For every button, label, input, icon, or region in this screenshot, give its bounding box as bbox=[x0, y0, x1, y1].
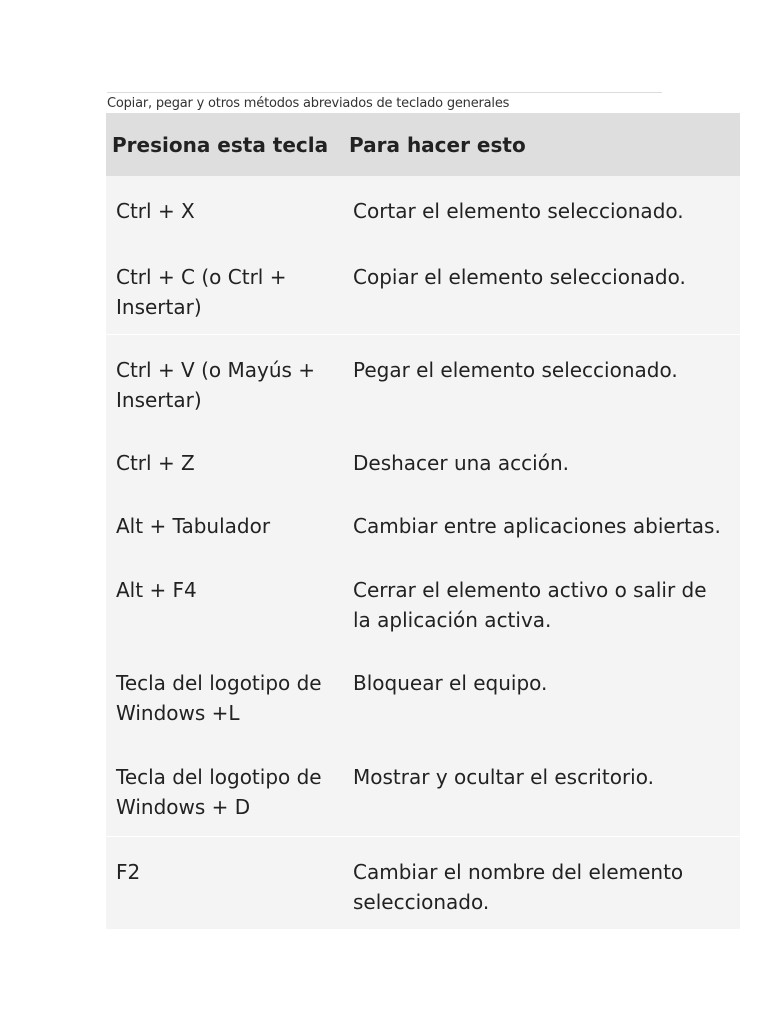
table-row bbox=[106, 742, 740, 836]
shortcut-key: Alt + F4 bbox=[106, 555, 343, 648]
table-row bbox=[106, 555, 740, 648]
shortcut-action: Cerrar el elemento activo o salir de la aplicación activa. bbox=[343, 555, 740, 648]
shortcut-action: Deshacer una acción. bbox=[343, 428, 740, 491]
shortcut-key: Ctrl + V (o Mayús + Insertar) bbox=[106, 334, 343, 428]
shortcut-action: Cambiar el nombre del elemento seleccionado. bbox=[343, 836, 740, 929]
top-divider bbox=[107, 92, 662, 93]
shortcut-key: Ctrl + C (o Ctrl + Insertar) bbox=[106, 242, 343, 334]
shortcut-key: Tecla del logotipo de Windows + D bbox=[106, 742, 343, 836]
shortcut-action: Bloquear el equipo. bbox=[343, 648, 740, 742]
shortcut-key: Tecla del logotipo de Windows +L bbox=[106, 648, 343, 742]
table-row bbox=[106, 242, 740, 334]
table-row bbox=[106, 334, 740, 428]
header-key-column: Presiona esta tecla bbox=[106, 113, 343, 176]
table-row bbox=[106, 428, 740, 491]
shortcut-key: Alt + Tabulador bbox=[106, 491, 343, 555]
shortcut-table bbox=[106, 113, 740, 929]
shortcut-key: F2 bbox=[106, 836, 343, 929]
header-action-column: Para hacer esto bbox=[343, 113, 740, 176]
shortcut-action: Mostrar y ocultar el escritorio. bbox=[343, 742, 740, 836]
table-caption: Copiar, pegar y otros métodos abreviados de teclado generales bbox=[107, 96, 510, 111]
table-row bbox=[106, 836, 740, 929]
shortcut-key: Ctrl + X bbox=[106, 176, 343, 242]
table-row bbox=[106, 176, 740, 242]
shortcut-action: Cortar el elemento seleccionado. bbox=[343, 176, 740, 242]
table-header-row bbox=[106, 113, 740, 176]
shortcut-action: Copiar el elemento seleccionado. bbox=[343, 242, 740, 334]
shortcut-action: Cambiar entre aplicaciones abiertas. bbox=[343, 491, 740, 555]
table-row bbox=[106, 648, 740, 742]
table-row bbox=[106, 491, 740, 555]
shortcut-key: Ctrl + Z bbox=[106, 428, 343, 491]
shortcut-action: Pegar el elemento seleccionado. bbox=[343, 334, 740, 428]
